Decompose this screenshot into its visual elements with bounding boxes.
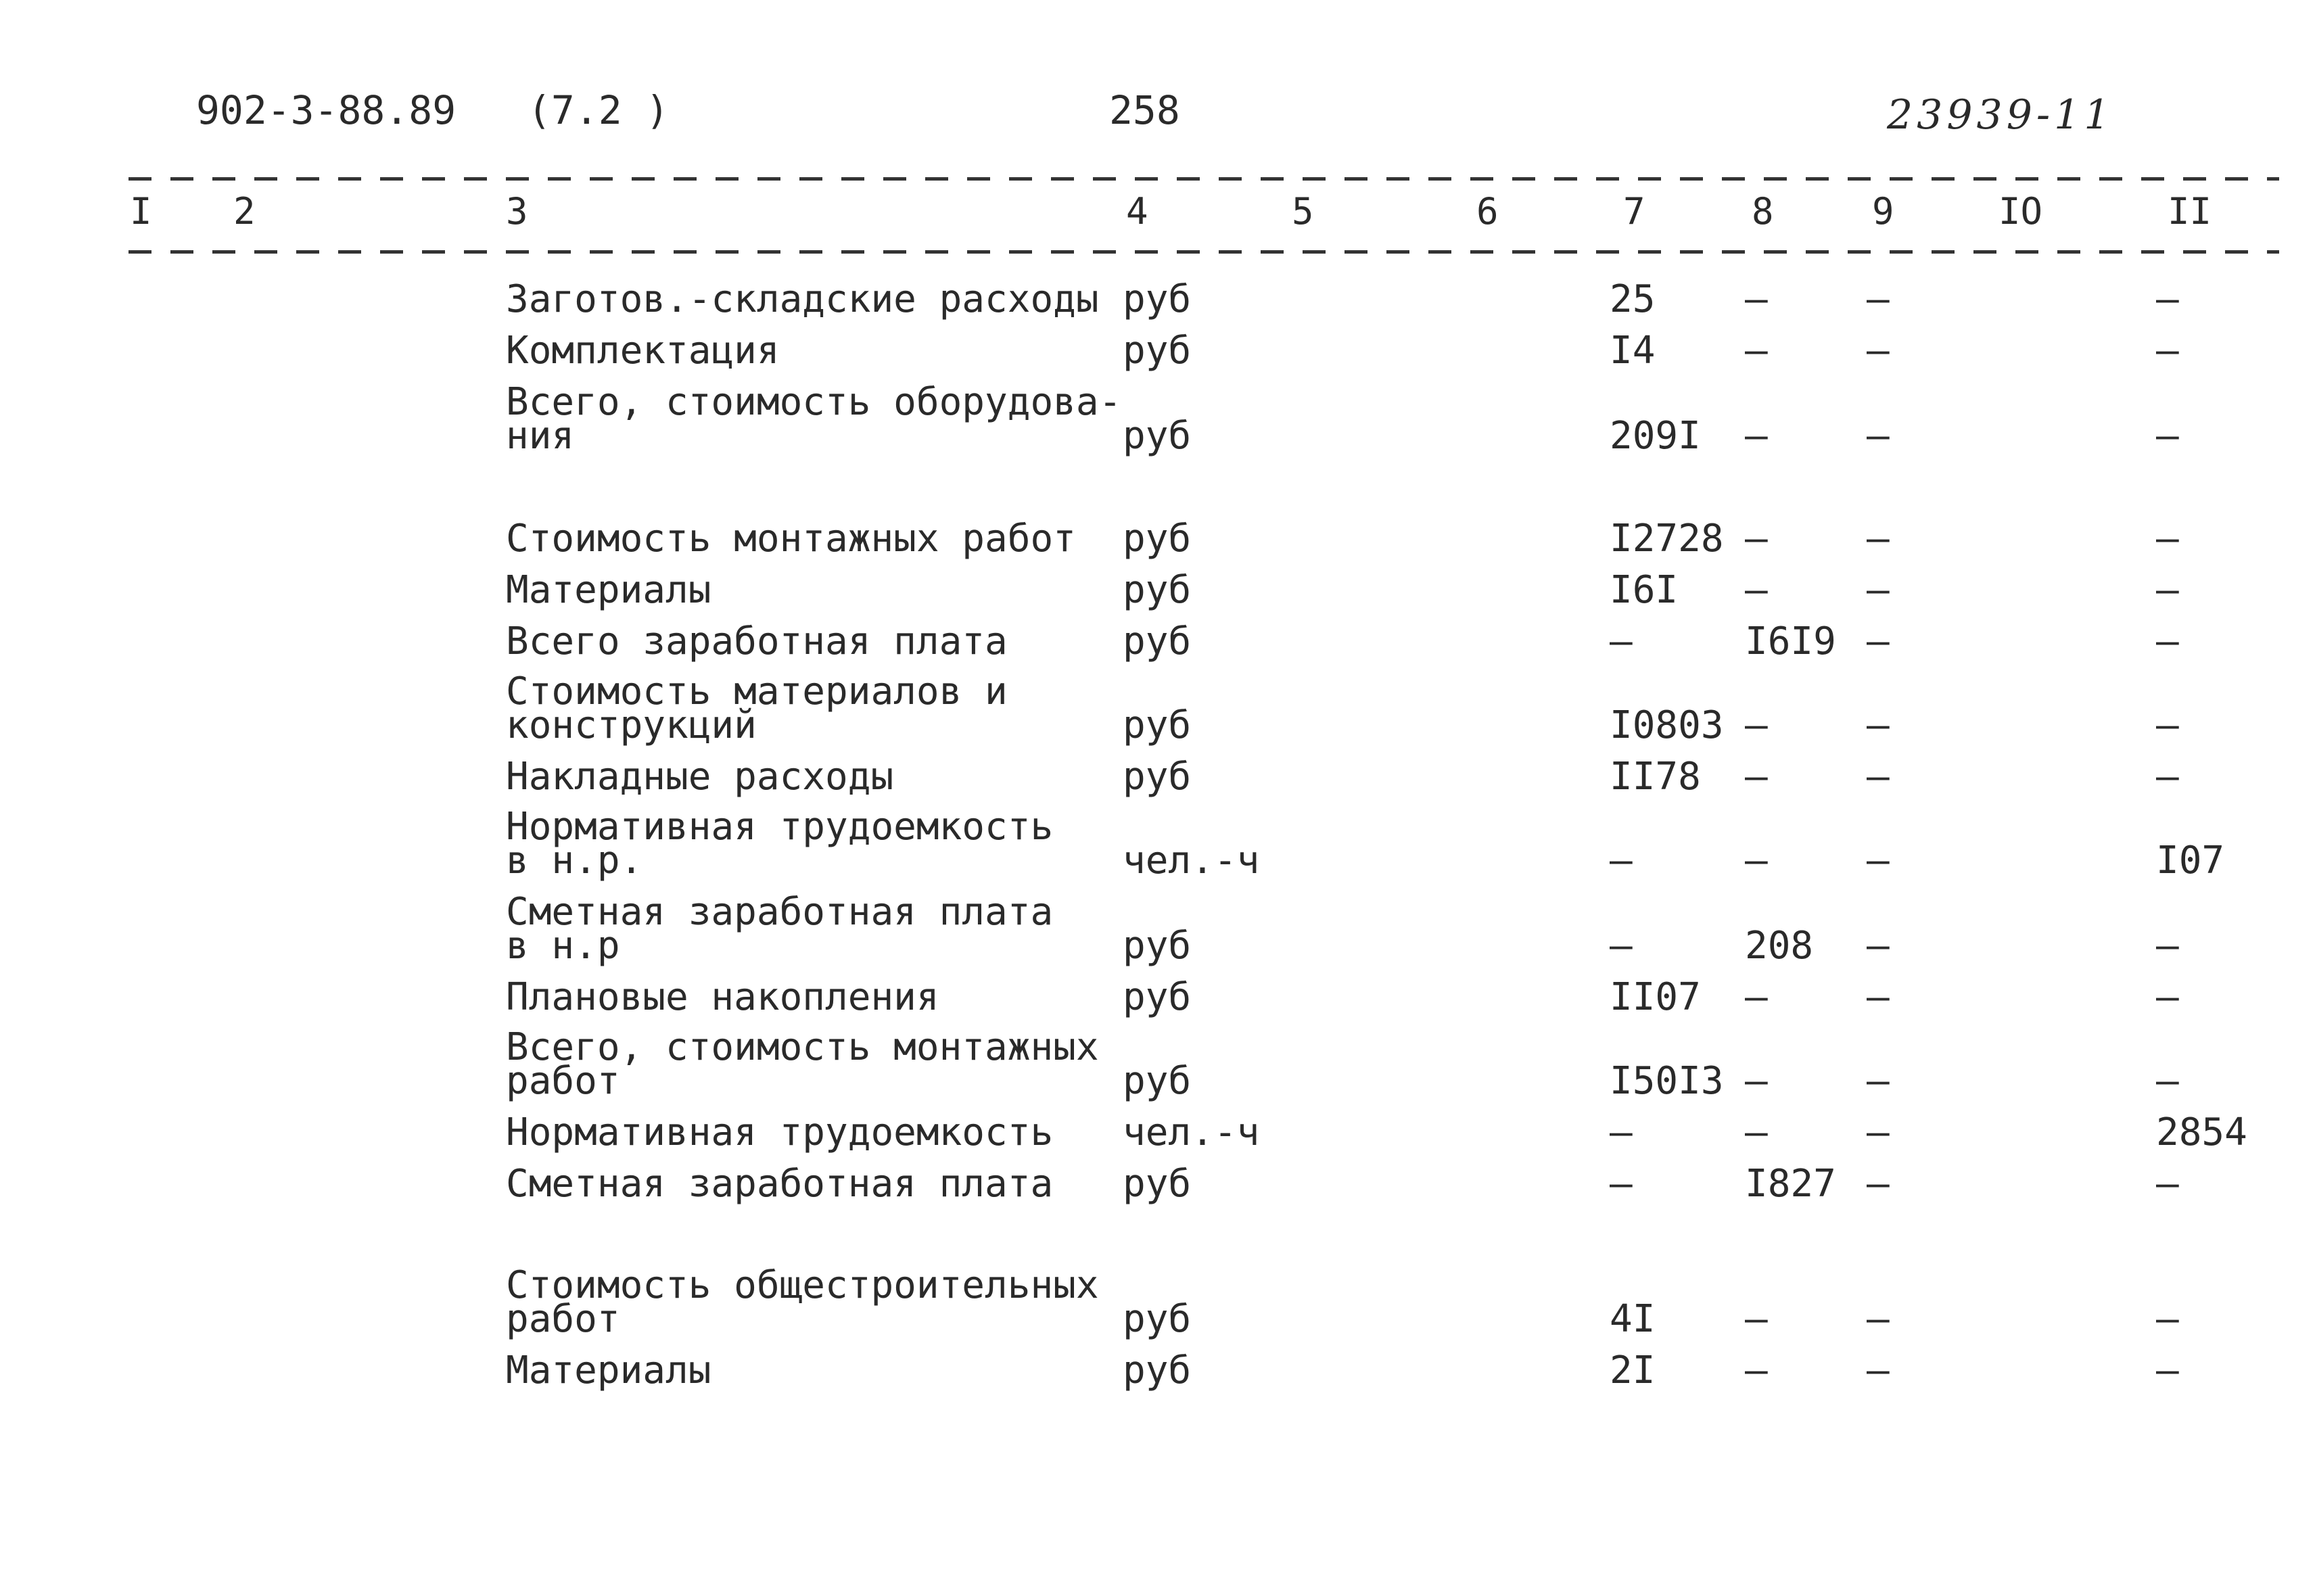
row-description: Нормативная трудоемкость [506, 1110, 1054, 1154]
table-row [0, 1162, 2315, 1206]
row-description: Стоимость общестроительных работ [506, 1263, 1099, 1341]
row-col9: – [1867, 619, 1890, 663]
document-code: 902-3-88.89 [196, 87, 457, 133]
table-row [0, 380, 2315, 458]
row-col9: – [1867, 1110, 1890, 1154]
table-row [0, 755, 2315, 799]
row-col9: – [1867, 329, 1890, 373]
row-description: Стоимость монтажных работ [506, 517, 1076, 561]
row-col9: – [1867, 1297, 1890, 1341]
row-col11: – [2156, 975, 2179, 1019]
row-description: Сметная заработная плата [506, 1162, 1054, 1206]
column-header-5: 5 [1292, 190, 1314, 233]
row-col11: – [2156, 329, 2179, 373]
row-unit: чел.-ч [1123, 839, 1260, 883]
row-description: Материалы [506, 1348, 711, 1392]
header-dashed-rule [128, 250, 2279, 254]
row-description: Заготов.-складские расходы [506, 277, 1099, 321]
row-unit: руб [1123, 924, 1192, 968]
row-col7: 25 [1610, 277, 1656, 321]
row-col9: – [1867, 755, 1890, 799]
row-col7: I50I3 [1610, 1059, 1724, 1103]
row-col11: 2854 [2156, 1110, 2247, 1154]
row-col7: I6I [1610, 568, 1679, 612]
row-col8: – [1745, 755, 1768, 799]
row-description: Сметная заработная плата в н.р [506, 890, 1054, 968]
row-unit: руб [1123, 619, 1192, 663]
row-description: Всего заработная плата [506, 619, 1008, 663]
row-col7: I0803 [1610, 703, 1724, 747]
row-unit: руб [1123, 1348, 1192, 1392]
row-col7: 4I [1610, 1297, 1656, 1341]
row-col8: – [1745, 1297, 1768, 1341]
row-col11: – [2156, 924, 2179, 968]
handwritten-number: 23939-11 [1887, 91, 2114, 139]
table-row [0, 277, 2315, 321]
row-unit: руб [1123, 755, 1192, 799]
table-row [0, 1110, 2315, 1154]
row-col8: – [1745, 1110, 1768, 1154]
row-col7: – [1610, 1162, 1633, 1206]
section-number: (7.2 ) [528, 87, 670, 133]
row-col8: – [1745, 414, 1768, 458]
row-description: Всего, стоимость оборудова- ния [506, 380, 1122, 458]
row-col7: I4 [1610, 329, 1656, 373]
row-col7: – [1610, 924, 1633, 968]
row-col9: – [1867, 1162, 1890, 1206]
row-col7: – [1610, 619, 1633, 663]
row-col11: – [2156, 755, 2179, 799]
row-col7: – [1610, 839, 1633, 883]
row-col11: – [2156, 414, 2179, 458]
row-col9: – [1867, 924, 1890, 968]
row-col9: – [1867, 568, 1890, 612]
row-col9: – [1867, 1348, 1890, 1392]
row-col11: – [2156, 703, 2179, 747]
row-col7: II07 [1610, 975, 1701, 1019]
row-col9: – [1867, 414, 1890, 458]
column-header-2: 2 [233, 190, 256, 233]
row-description: Материалы [506, 568, 711, 612]
column-header-1: I [130, 190, 152, 233]
row-col9: – [1867, 517, 1890, 561]
table-row [0, 329, 2315, 373]
row-unit: чел.-ч [1123, 1110, 1260, 1154]
row-col7: 209I [1610, 414, 1701, 458]
column-header-10: IO [1998, 190, 2043, 233]
table-row [0, 1348, 2315, 1392]
row-description: Всего, стоимость монтажных работ [506, 1025, 1099, 1103]
column-header-6: 6 [1476, 190, 1499, 233]
row-col9: – [1867, 277, 1890, 321]
row-col11: – [2156, 1348, 2179, 1392]
row-description: Стоимость материалов и конструкций [506, 670, 1008, 747]
row-description: Накладные расходы [506, 755, 894, 799]
row-col9: – [1867, 839, 1890, 883]
row-unit: руб [1123, 517, 1192, 561]
row-col11: – [2156, 1297, 2179, 1341]
table-row [0, 805, 2315, 883]
row-col11: I07 [2156, 839, 2225, 883]
table-row [0, 1025, 2315, 1103]
row-unit: руб [1123, 568, 1192, 612]
row-col8: I827 [1745, 1162, 1836, 1206]
row-col11: – [2156, 1059, 2179, 1103]
row-col8: – [1745, 839, 1768, 883]
row-unit: руб [1123, 414, 1192, 458]
top-dashed-rule [128, 177, 2279, 181]
row-unit: руб [1123, 277, 1192, 321]
row-col11: – [2156, 517, 2179, 561]
row-unit: руб [1123, 703, 1192, 747]
row-col7: – [1610, 1110, 1633, 1154]
row-col7: 2I [1610, 1348, 1656, 1392]
row-col9: – [1867, 975, 1890, 1019]
row-unit: руб [1123, 1297, 1192, 1341]
row-col11: – [2156, 619, 2179, 663]
row-unit: руб [1123, 1162, 1192, 1206]
row-col8: I6I9 [1745, 619, 1836, 663]
column-header-11: II [2168, 190, 2212, 233]
row-col7: II78 [1610, 755, 1701, 799]
row-col8: – [1745, 1348, 1768, 1392]
table-row [0, 619, 2315, 663]
row-col8: – [1745, 975, 1768, 1019]
row-col8: 208 [1745, 924, 1814, 968]
row-unit: руб [1123, 1059, 1192, 1103]
row-col7: I2728 [1610, 517, 1724, 561]
row-col11: – [2156, 1162, 2179, 1206]
column-header-7: 7 [1623, 190, 1645, 233]
page-number: 258 [1109, 87, 1180, 133]
row-col8: – [1745, 517, 1768, 561]
row-unit: руб [1123, 975, 1192, 1019]
row-col9: – [1867, 703, 1890, 747]
row-col11: – [2156, 568, 2179, 612]
table-row [0, 975, 2315, 1019]
column-header-9: 9 [1872, 190, 1894, 233]
row-col8: – [1745, 1059, 1768, 1103]
row-col8: – [1745, 329, 1768, 373]
row-description: Комплектация [506, 329, 780, 373]
column-header-4: 4 [1126, 190, 1148, 233]
row-col9: – [1867, 1059, 1890, 1103]
row-col8: – [1745, 568, 1768, 612]
column-header-3: 3 [506, 190, 528, 233]
table-row [0, 517, 2315, 561]
table-row [0, 890, 2315, 968]
row-unit: руб [1123, 329, 1192, 373]
table-row [0, 568, 2315, 612]
column-header-8: 8 [1752, 190, 1774, 233]
row-description: Нормативная трудоемкость в н.р. [506, 805, 1054, 883]
table-row [0, 670, 2315, 747]
table-row [0, 1263, 2315, 1341]
row-col8: – [1745, 703, 1768, 747]
row-description: Плановые накопления [506, 975, 939, 1019]
row-col11: – [2156, 277, 2179, 321]
row-col8: – [1745, 277, 1768, 321]
